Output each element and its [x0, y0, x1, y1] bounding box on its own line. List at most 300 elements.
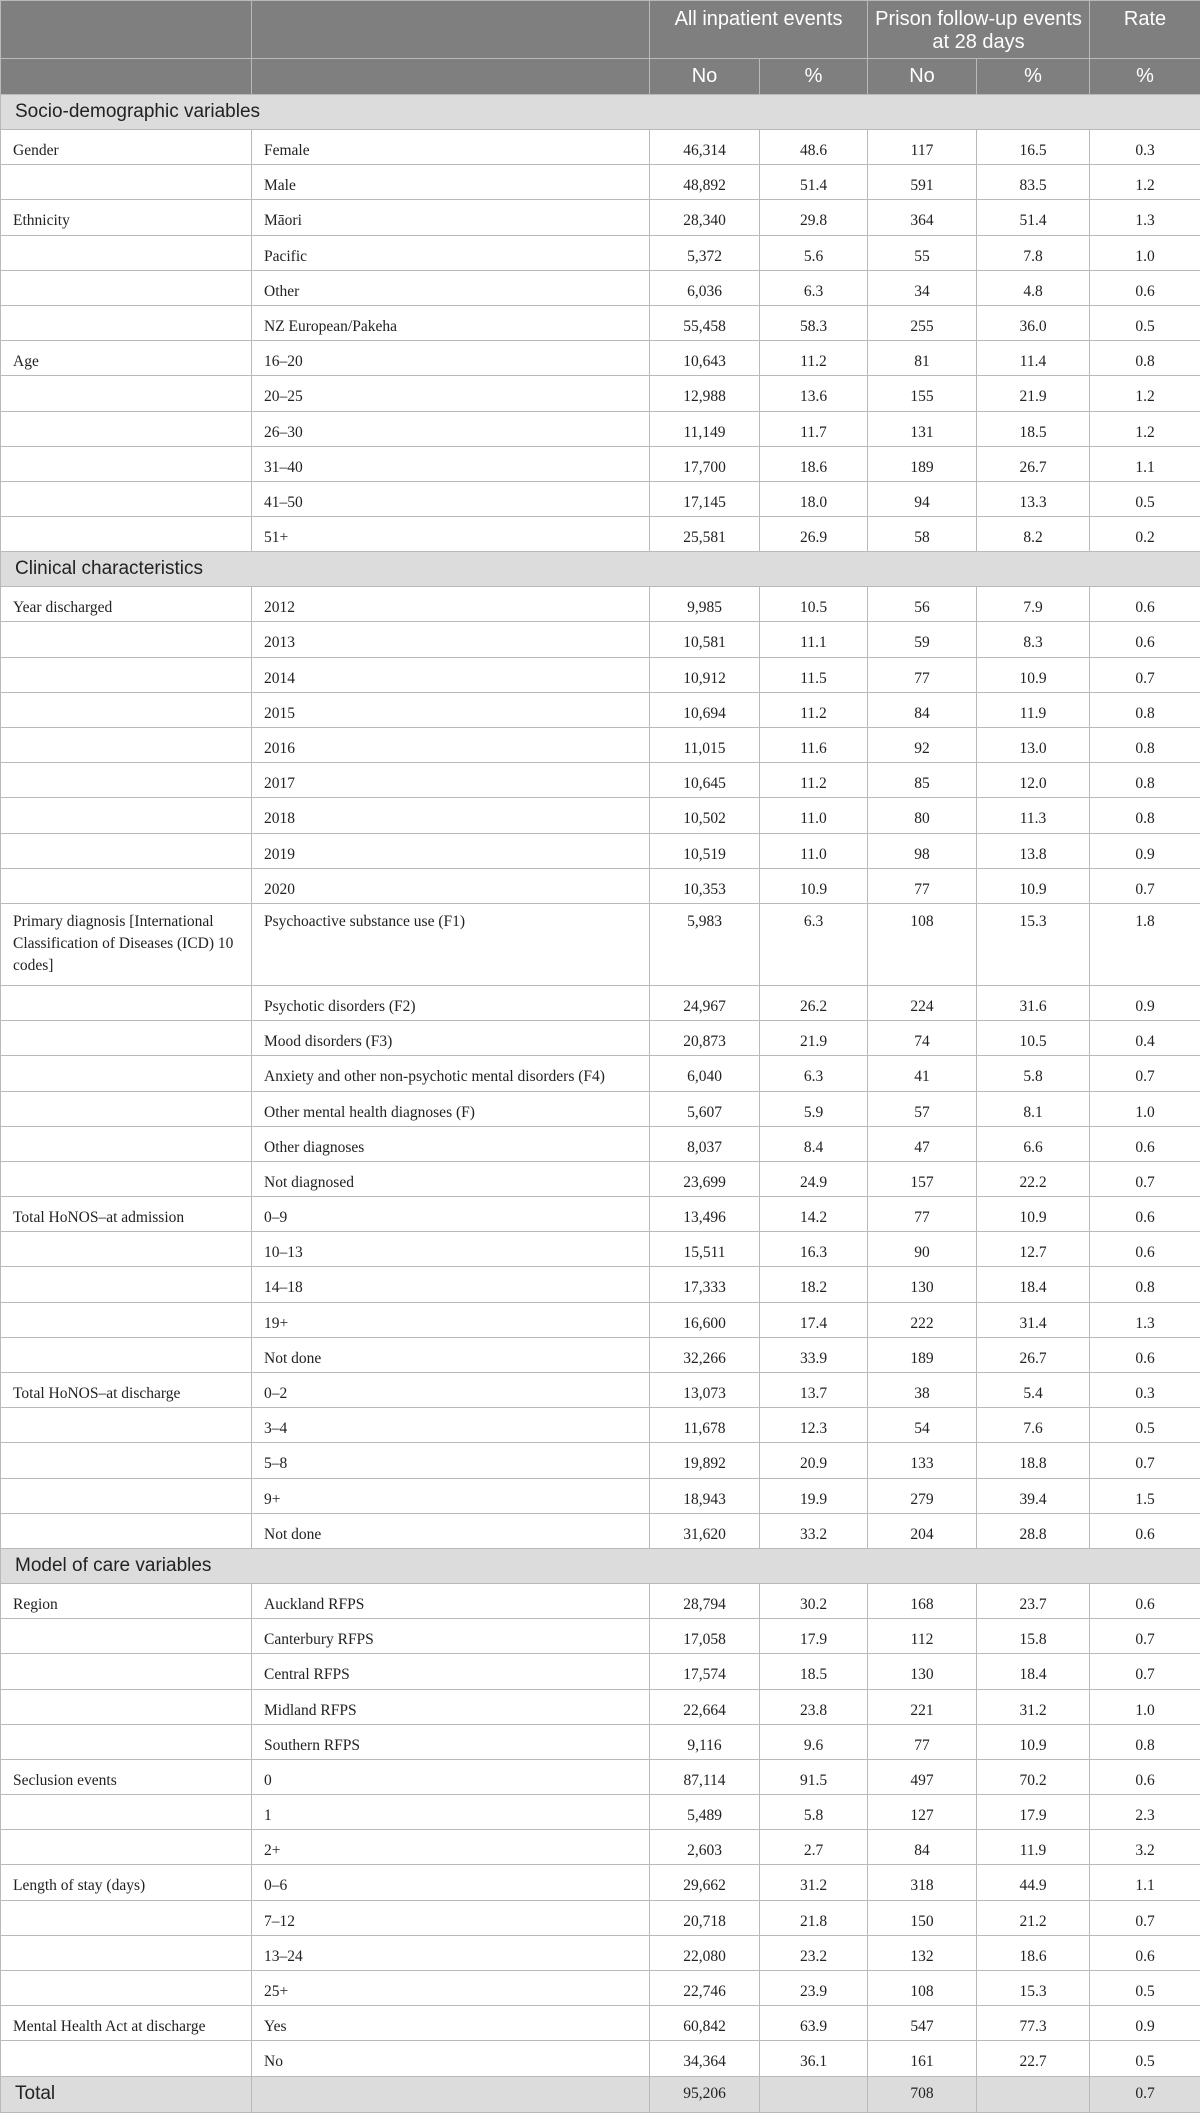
- table-header: [1, 1, 1200, 95]
- rate-cell: 0.9: [1090, 985, 1200, 1020]
- table-body: [1, 95, 1200, 2113]
- prison-percent-cell: 18.5: [977, 411, 1090, 446]
- prison-count-cell: 168: [868, 1583, 977, 1618]
- prison-count-cell: 222: [868, 1302, 977, 1337]
- inpatient-percent-cell: 23.2: [760, 1935, 868, 1970]
- rate-cell: 1.8: [1090, 903, 1200, 985]
- inpatient-count-cell: 8,037: [650, 1126, 760, 1161]
- inpatient-percent-cell: 48.6: [760, 130, 868, 165]
- level-cell: 7–12: [252, 1900, 650, 1935]
- prison-count-cell: 189: [868, 446, 977, 481]
- table-row: [1, 1373, 1200, 1408]
- table-row: [1, 763, 1200, 798]
- rate-cell: 0.7: [1090, 1619, 1200, 1654]
- prison-count-cell: 55: [868, 235, 977, 270]
- variable-cell: [1, 305, 252, 340]
- prison-count-cell: 84: [868, 692, 977, 727]
- prison-count-cell: 81: [868, 341, 977, 376]
- inpatient-count-cell: 28,794: [650, 1583, 760, 1618]
- variable-cell: [1, 833, 252, 868]
- table-row: [1, 411, 1200, 446]
- prison-count-cell: 34: [868, 270, 977, 305]
- table-row: [1, 2006, 1200, 2041]
- inpatient-percent-cell: 18.5: [760, 1654, 868, 1689]
- table-row: [1, 2041, 1200, 2076]
- variable-cell: Age: [1, 341, 252, 376]
- table-row: [1, 1267, 1200, 1302]
- prison-percent-cell: 5.8: [977, 1056, 1090, 1091]
- variable-cell: [1, 2041, 252, 2076]
- inpatient-percent-cell: 18.2: [760, 1267, 868, 1302]
- table-row: [1, 833, 1200, 868]
- inpatient-percent-cell: 16.3: [760, 1232, 868, 1267]
- variable-cell: Mental Health Act at discharge: [1, 2006, 252, 2041]
- prison-percent-cell: 17.9: [977, 1795, 1090, 1830]
- inpatient-percent-cell: 11.2: [760, 763, 868, 798]
- table-row: [1, 1865, 1200, 1900]
- level-cell: Mood disorders (F3): [252, 1021, 650, 1056]
- total-row: [1, 2076, 1200, 2112]
- inpatient-percent-cell: 8.4: [760, 1126, 868, 1161]
- inpatient-count-cell: 17,700: [650, 446, 760, 481]
- prison-percent-cell: 13.0: [977, 728, 1090, 763]
- level-cell: 0–6: [252, 1865, 650, 1900]
- rate-cell: 1.0: [1090, 1091, 1200, 1126]
- inpatient-count-cell: 23,699: [650, 1161, 760, 1196]
- variable-cell: Gender: [1, 130, 252, 165]
- level-cell: 2020: [252, 868, 650, 903]
- rate-cell: 0.6: [1090, 270, 1200, 305]
- variable-cell: [1, 235, 252, 270]
- inpatient-count-cell: 55,458: [650, 305, 760, 340]
- rate-cell: 0.7: [1090, 1654, 1200, 1689]
- prison-count-cell: 591: [868, 165, 977, 200]
- inpatient-count-cell: 31,620: [650, 1513, 760, 1548]
- variable-cell: Primary diagnosis [International Classification of Diseases (ICD) 10 codes]: [1, 903, 252, 985]
- table-row: [1, 130, 1200, 165]
- variable-cell: [1, 1724, 252, 1759]
- rate-cell: 0.6: [1090, 1232, 1200, 1267]
- inpatient-count-cell: 25,581: [650, 517, 760, 552]
- inpatient-count-cell: 24,967: [650, 985, 760, 1020]
- inpatient-count-cell: 5,372: [650, 235, 760, 270]
- rate-cell: 0.6: [1090, 1337, 1200, 1372]
- inpatient-count-cell: 10,643: [650, 341, 760, 376]
- inpatient-percent-cell: 13.6: [760, 376, 868, 411]
- inpatient-percent-cell: 33.2: [760, 1513, 868, 1548]
- variable-cell: [1, 1513, 252, 1548]
- level-cell: 9+: [252, 1478, 650, 1513]
- prison-percent-cell: 11.9: [977, 692, 1090, 727]
- rate-cell: 1.2: [1090, 411, 1200, 446]
- prison-count-cell: 127: [868, 1795, 977, 1830]
- inpatient-count-cell: 46,314: [650, 130, 760, 165]
- total-inpatient-count: 95,206: [650, 2076, 760, 2112]
- table-row: [1, 1935, 1200, 1970]
- variable-cell: [1, 411, 252, 446]
- table-row: [1, 481, 1200, 516]
- rate-cell: 0.2: [1090, 517, 1200, 552]
- table-row: [1, 587, 1200, 622]
- table-row: [1, 1900, 1200, 1935]
- inpatient-percent-cell: 18.0: [760, 481, 868, 516]
- level-cell: 25+: [252, 1971, 650, 2006]
- prison-count-cell: 279: [868, 1478, 977, 1513]
- rate-cell: 0.7: [1090, 1056, 1200, 1091]
- rate-cell: 1.0: [1090, 1689, 1200, 1724]
- level-cell: 51+: [252, 517, 650, 552]
- table-row: [1, 622, 1200, 657]
- prison-count-cell: 38: [868, 1373, 977, 1408]
- level-cell: Not done: [252, 1513, 650, 1548]
- prison-percent-cell: 15.8: [977, 1619, 1090, 1654]
- level-cell: Pacific: [252, 235, 650, 270]
- section-title: Model of care variables: [1, 1548, 1200, 1583]
- table-row: [1, 1443, 1200, 1478]
- prison-percent-cell: 12.0: [977, 763, 1090, 798]
- prison-count-cell: 150: [868, 1900, 977, 1935]
- level-cell: 0–9: [252, 1197, 650, 1232]
- inpatient-count-cell: 60,842: [650, 2006, 760, 2041]
- variable-cell: [1, 1830, 252, 1865]
- table-row: [1, 446, 1200, 481]
- subheader-percent: %: [760, 59, 868, 95]
- inpatient-count-cell: 17,333: [650, 1267, 760, 1302]
- rate-cell: 0.8: [1090, 341, 1200, 376]
- level-cell: 13–24: [252, 1935, 650, 1970]
- table-row: [1, 1724, 1200, 1759]
- prison-count-cell: 364: [868, 200, 977, 235]
- variable-cell: [1, 1935, 252, 1970]
- rate-cell: 0.6: [1090, 1583, 1200, 1618]
- rate-cell: 0.5: [1090, 305, 1200, 340]
- prison-percent-cell: 10.9: [977, 868, 1090, 903]
- inpatient-percent-cell: 21.8: [760, 1900, 868, 1935]
- level-cell: Other diagnoses: [252, 1126, 650, 1161]
- inpatient-percent-cell: 10.5: [760, 587, 868, 622]
- level-cell: 41–50: [252, 481, 650, 516]
- prison-percent-cell: 44.9: [977, 1865, 1090, 1900]
- inpatient-percent-cell: 26.2: [760, 985, 868, 1020]
- variable-cell: [1, 1337, 252, 1372]
- prison-percent-cell: 16.5: [977, 130, 1090, 165]
- prison-count-cell: 90: [868, 1232, 977, 1267]
- variable-cell: [1, 1302, 252, 1337]
- prison-count-cell: 204: [868, 1513, 977, 1548]
- inpatient-percent-cell: 91.5: [760, 1759, 868, 1794]
- variable-cell: [1, 1443, 252, 1478]
- inpatient-percent-cell: 23.9: [760, 1971, 868, 2006]
- prison-count-cell: 77: [868, 1724, 977, 1759]
- inpatient-count-cell: 22,746: [650, 1971, 760, 2006]
- prison-percent-cell: 15.3: [977, 1971, 1090, 2006]
- inpatient-percent-cell: 11.2: [760, 341, 868, 376]
- variable-cell: [1, 728, 252, 763]
- inpatient-count-cell: 28,340: [650, 200, 760, 235]
- inpatient-percent-cell: 5.6: [760, 235, 868, 270]
- table-row: [1, 1830, 1200, 1865]
- section-title: Clinical characteristics: [1, 552, 1200, 587]
- inpatient-percent-cell: 29.8: [760, 200, 868, 235]
- prison-count-cell: 108: [868, 1971, 977, 2006]
- inpatient-count-cell: 22,080: [650, 1935, 760, 1970]
- variable-cell: [1, 446, 252, 481]
- prison-count-cell: 54: [868, 1408, 977, 1443]
- variable-cell: [1, 270, 252, 305]
- prison-count-cell: 77: [868, 868, 977, 903]
- variable-cell: [1, 1971, 252, 2006]
- prison-count-cell: 94: [868, 481, 977, 516]
- variable-cell: [1, 1232, 252, 1267]
- level-cell: NZ European/Pakeha: [252, 305, 650, 340]
- prison-percent-cell: 28.8: [977, 1513, 1090, 1548]
- section-title: Socio-demographic variables: [1, 95, 1200, 130]
- table-row: [1, 341, 1200, 376]
- level-cell: 2+: [252, 1830, 650, 1865]
- variable-cell: [1, 1056, 252, 1091]
- level-cell: Not done: [252, 1337, 650, 1372]
- rate-cell: 1.1: [1090, 1865, 1200, 1900]
- prison-percent-cell: 8.1: [977, 1091, 1090, 1126]
- rate-cell: 0.5: [1090, 1408, 1200, 1443]
- prison-percent-cell: 22.2: [977, 1161, 1090, 1196]
- table-row: [1, 1619, 1200, 1654]
- inpatient-count-cell: 13,073: [650, 1373, 760, 1408]
- level-cell: Central RFPS: [252, 1654, 650, 1689]
- prison-count-cell: 131: [868, 411, 977, 446]
- level-cell: 2014: [252, 657, 650, 692]
- inpatient-count-cell: 11,149: [650, 411, 760, 446]
- inpatient-count-cell: 22,664: [650, 1689, 760, 1724]
- table-row: [1, 1971, 1200, 2006]
- inpatient-percent-cell: 30.2: [760, 1583, 868, 1618]
- level-cell: Canterbury RFPS: [252, 1619, 650, 1654]
- level-cell: 2018: [252, 798, 650, 833]
- inpatient-percent-cell: 13.7: [760, 1373, 868, 1408]
- rate-cell: 0.8: [1090, 798, 1200, 833]
- prison-count-cell: 77: [868, 1197, 977, 1232]
- inpatient-percent-cell: 33.9: [760, 1337, 868, 1372]
- prison-count-cell: 117: [868, 130, 977, 165]
- table-row: [1, 1126, 1200, 1161]
- table-row: [1, 1795, 1200, 1830]
- variable-cell: [1, 868, 252, 903]
- prison-count-cell: 57: [868, 1091, 977, 1126]
- total-rate: 0.7: [1090, 2076, 1200, 2112]
- prison-count-cell: 74: [868, 1021, 977, 1056]
- rate-cell: 0.9: [1090, 2006, 1200, 2041]
- inpatient-count-cell: 10,694: [650, 692, 760, 727]
- table-row: [1, 1337, 1200, 1372]
- level-cell: Māori: [252, 200, 650, 235]
- prison-percent-cell: 31.6: [977, 985, 1090, 1020]
- level-cell: 2012: [252, 587, 650, 622]
- header-rate: Rate: [1090, 1, 1200, 59]
- table-row: [1, 517, 1200, 552]
- level-cell: Other mental health diagnoses (F): [252, 1091, 650, 1126]
- prison-percent-cell: 23.7: [977, 1583, 1090, 1618]
- rate-cell: 0.8: [1090, 692, 1200, 727]
- rate-cell: 0.4: [1090, 1021, 1200, 1056]
- inpatient-percent-cell: 11.1: [760, 622, 868, 657]
- variable-cell: [1, 1021, 252, 1056]
- inpatient-count-cell: 20,873: [650, 1021, 760, 1056]
- level-cell: No: [252, 2041, 650, 2076]
- prison-percent-cell: 18.4: [977, 1654, 1090, 1689]
- prison-count-cell: 130: [868, 1267, 977, 1302]
- prison-count-cell: 80: [868, 798, 977, 833]
- inpatient-count-cell: 6,036: [650, 270, 760, 305]
- variable-cell: [1, 1126, 252, 1161]
- inpatient-percent-cell: 23.8: [760, 1689, 868, 1724]
- table-row: [1, 1197, 1200, 1232]
- table-row: [1, 1232, 1200, 1267]
- inpatient-percent-cell: 26.9: [760, 517, 868, 552]
- rate-cell: 1.2: [1090, 376, 1200, 411]
- prison-count-cell: 133: [868, 1443, 977, 1478]
- prison-percent-cell: 36.0: [977, 305, 1090, 340]
- level-cell: 0: [252, 1759, 650, 1794]
- inpatient-percent-cell: 10.9: [760, 868, 868, 903]
- inpatient-count-cell: 87,114: [650, 1759, 760, 1794]
- inpatient-percent-cell: 11.0: [760, 798, 868, 833]
- inpatient-count-cell: 11,015: [650, 728, 760, 763]
- table-row: [1, 868, 1200, 903]
- prison-percent-cell: 12.7: [977, 1232, 1090, 1267]
- prison-count-cell: 255: [868, 305, 977, 340]
- rate-cell: 0.7: [1090, 1161, 1200, 1196]
- level-cell: 0–2: [252, 1373, 650, 1408]
- level-cell: 2019: [252, 833, 650, 868]
- variable-cell: Region: [1, 1583, 252, 1618]
- variable-cell: [1, 165, 252, 200]
- rate-cell: 0.3: [1090, 130, 1200, 165]
- prison-count-cell: 189: [868, 1337, 977, 1372]
- rate-cell: 0.9: [1090, 833, 1200, 868]
- variable-cell: Year discharged: [1, 587, 252, 622]
- prison-count-cell: 224: [868, 985, 977, 1020]
- table-row: [1, 1478, 1200, 1513]
- prison-percent-cell: 5.4: [977, 1373, 1090, 1408]
- inpatient-percent-cell: 5.9: [760, 1091, 868, 1126]
- rate-cell: 0.8: [1090, 728, 1200, 763]
- header-all-inpatient-events: All inpatient events: [650, 1, 868, 59]
- table-row: [1, 903, 1200, 985]
- header-empty-cell: [1, 1, 252, 59]
- prison-percent-cell: 11.3: [977, 798, 1090, 833]
- inpatient-count-cell: 29,662: [650, 1865, 760, 1900]
- inpatient-count-cell: 19,892: [650, 1443, 760, 1478]
- level-cell: 26–30: [252, 411, 650, 446]
- rate-cell: 0.6: [1090, 1197, 1200, 1232]
- variable-cell: [1, 1478, 252, 1513]
- inpatient-count-cell: 5,607: [650, 1091, 760, 1126]
- table-row: [1, 1021, 1200, 1056]
- level-cell: Psychotic disorders (F2): [252, 985, 650, 1020]
- table-row: [1, 1056, 1200, 1091]
- inpatient-count-cell: 48,892: [650, 165, 760, 200]
- prison-percent-cell: 10.9: [977, 657, 1090, 692]
- prison-percent-cell: 7.8: [977, 235, 1090, 270]
- variable-cell: [1, 692, 252, 727]
- level-cell: Auckland RFPS: [252, 1583, 650, 1618]
- level-cell: Yes: [252, 2006, 650, 2041]
- prison-count-cell: 98: [868, 833, 977, 868]
- prison-percent-cell: 10.5: [977, 1021, 1090, 1056]
- section-header-row: [1, 552, 1200, 587]
- inpatient-percent-cell: 6.3: [760, 903, 868, 985]
- rate-cell: 1.3: [1090, 1302, 1200, 1337]
- prison-count-cell: 112: [868, 1619, 977, 1654]
- prison-percent-cell: 22.7: [977, 2041, 1090, 2076]
- inpatient-percent-cell: 12.3: [760, 1408, 868, 1443]
- prison-count-cell: 59: [868, 622, 977, 657]
- table-row: [1, 235, 1200, 270]
- variable-cell: [1, 1408, 252, 1443]
- inpatient-count-cell: 9,116: [650, 1724, 760, 1759]
- rate-cell: 0.7: [1090, 657, 1200, 692]
- prison-percent-cell: 13.3: [977, 481, 1090, 516]
- variable-cell: [1, 481, 252, 516]
- level-cell: Psychoactive substance use (F1): [252, 903, 650, 985]
- rate-cell: 0.6: [1090, 1935, 1200, 1970]
- prison-count-cell: 41: [868, 1056, 977, 1091]
- total-prison-count: 708: [868, 2076, 977, 2112]
- rate-cell: 0.6: [1090, 1513, 1200, 1548]
- prison-percent-cell: 21.9: [977, 376, 1090, 411]
- level-cell: 2016: [252, 728, 650, 763]
- header-empty-cell: [252, 59, 650, 95]
- table-row: [1, 165, 1200, 200]
- variable-cell: [1, 1091, 252, 1126]
- variable-cell: [1, 798, 252, 833]
- prison-percent-cell: 11.4: [977, 341, 1090, 376]
- variable-cell: [1, 1161, 252, 1196]
- total-empty-cell: [252, 2076, 650, 2112]
- total-inpatient-percent: [760, 2076, 868, 2112]
- table-row: [1, 376, 1200, 411]
- level-cell: Anxiety and other non-psychotic mental disorders (F4): [252, 1056, 650, 1091]
- inpatient-percent-cell: 17.4: [760, 1302, 868, 1337]
- table-row: [1, 1759, 1200, 1794]
- variable-cell: [1, 985, 252, 1020]
- variable-cell: [1, 1654, 252, 1689]
- rate-cell: 0.7: [1090, 868, 1200, 903]
- inpatient-count-cell: 18,943: [650, 1478, 760, 1513]
- level-cell: 3–4: [252, 1408, 650, 1443]
- prison-percent-cell: 11.9: [977, 1830, 1090, 1865]
- subheader-rate-percent: %: [1090, 59, 1200, 95]
- inpatient-percent-cell: 21.9: [760, 1021, 868, 1056]
- prison-percent-cell: 4.8: [977, 270, 1090, 305]
- header-empty-cell: [252, 1, 650, 59]
- variable-cell: [1, 1900, 252, 1935]
- prison-count-cell: 497: [868, 1759, 977, 1794]
- prison-percent-cell: 8.3: [977, 622, 1090, 657]
- table-row: [1, 270, 1200, 305]
- prison-percent-cell: 31.2: [977, 1689, 1090, 1724]
- inpatient-percent-cell: 36.1: [760, 2041, 868, 2076]
- prison-percent-cell: 31.4: [977, 1302, 1090, 1337]
- inpatient-percent-cell: 11.5: [760, 657, 868, 692]
- table-row: [1, 200, 1200, 235]
- rate-cell: 0.8: [1090, 763, 1200, 798]
- rate-cell: 1.3: [1090, 200, 1200, 235]
- prison-count-cell: 47: [868, 1126, 977, 1161]
- total-label: Total: [1, 2076, 252, 2112]
- prison-count-cell: 161: [868, 2041, 977, 2076]
- inpatient-percent-cell: 51.4: [760, 165, 868, 200]
